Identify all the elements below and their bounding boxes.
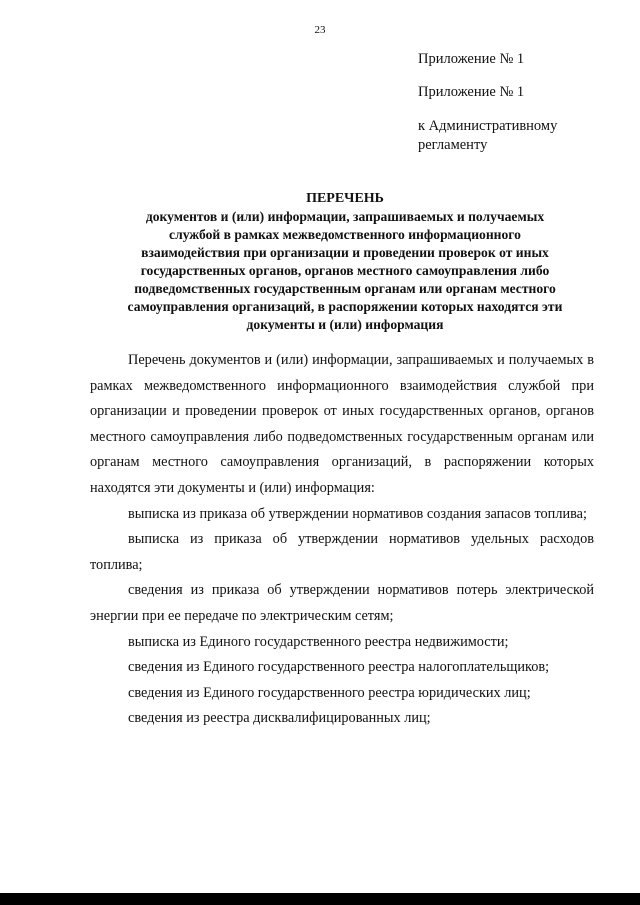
document-title <box>90 190 600 334</box>
list-item: сведения из приказа об утверждении нормативов потерь электрической энергии при ее передаче по электрическим сетям; <box>90 582 594 624</box>
title-line: государственных органов, органов местного самоуправления либо <box>140 263 550 278</box>
title-line: самоуправления организаций, в распоряжении которых находятся эти <box>127 299 563 314</box>
document-body <box>90 348 594 732</box>
appendix-label-2: Приложение № 1 <box>418 84 525 100</box>
title-heading: ПЕРЕЧЕНЬ <box>306 191 384 206</box>
list-item: сведения из Единого государственного реестра налогоплательщиков; <box>128 659 550 676</box>
title-line: документы и (или) информация <box>246 317 444 332</box>
title-line: подведомственных государственным органам или органам местного <box>134 281 556 296</box>
appendix-reference <box>418 117 618 155</box>
list-item: сведения из Единого государственного реестра юридических лиц; <box>128 684 531 701</box>
appendix-label-1: Приложение № 1 <box>418 51 525 67</box>
title-line: службой в рамках межведомственного информационного <box>169 227 521 242</box>
page-number: 23 <box>314 24 326 36</box>
list-item: выписка из приказа об утверждении нормативов удельных расходов топлива; <box>90 531 594 573</box>
list-item: сведения из реестра дисквалифицированных лиц; <box>128 710 431 727</box>
title-line: взаимодействия при организации и проведении проверок от иных <box>141 245 549 260</box>
intro-paragraph: Перечень документов и (или) информации, запрашиваемых и получаемых в рамках межведомственного информационного взаимодействия службой при организации и проведении проверок от иных государственных органов, органов местного самоуправления либо подведомственных государственным органам или органам местного самоуправления организаций, в распоряжении которых находятся эти документы и (или) информация: <box>90 352 594 496</box>
list-item: выписка из приказа об утверждении нормативов создания запасов топлива; <box>128 505 587 522</box>
title-line: документов и (или) информации, запрашиваемых и получаемых <box>145 209 545 224</box>
appendix-reference-line-2: регламенту <box>418 137 488 153</box>
appendix-reference-line-1: к Административному <box>418 118 558 134</box>
scan-edge-bar <box>0 893 640 905</box>
list-item: выписка из Единого государственного реестра недвижимости; <box>128 633 509 650</box>
